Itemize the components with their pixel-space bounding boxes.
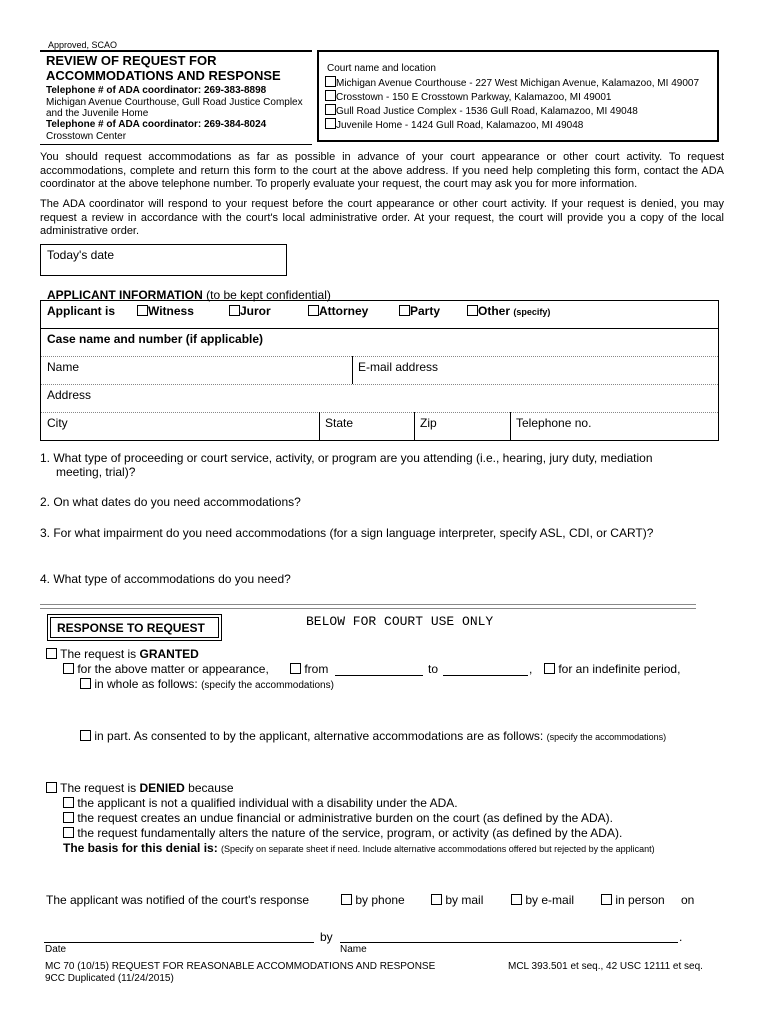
ada-phone-1: Telephone # of ADA coordinator: 269-383-8898 [46, 85, 267, 96]
from-date-line[interactable] [335, 675, 423, 676]
checkbox-icon[interactable] [63, 812, 74, 823]
applicant-witness-option[interactable]: Witness [137, 304, 194, 318]
court-location-box [317, 50, 719, 142]
to-label: to [428, 662, 439, 676]
checkbox-icon[interactable] [46, 782, 57, 793]
court-option-juvenile-home[interactable]: Juvenile Home - 1424 Gull Road, Kalamazoo, MI 49048 [325, 118, 583, 131]
todays-date-label: Today's date [47, 248, 115, 262]
question-1-line1: 1. What type of proceeding or court service, activity, or program are you attending (i.e., hearing, jury duty, mediation [40, 451, 653, 465]
checkbox-icon[interactable] [431, 894, 442, 905]
court-use-only-label: BELOW FOR COURT USE ONLY [306, 614, 494, 629]
notifier-name-line[interactable] [340, 942, 678, 943]
checkbox-icon[interactable] [63, 663, 74, 674]
form-title-line1: REVIEW OF REQUEST FOR [46, 53, 217, 68]
denied-reason-not-qualified[interactable]: the applicant is not a qualified individual with a disability under the ADA. [63, 796, 458, 810]
granted-in-part-option[interactable]: in part. As consented to by the applicant, alternative accommodations are as follows: (specify the accommodations) [80, 729, 666, 743]
intro-paragraph-2: The ADA coordinator will respond to your request before the court appearance or other court activity. If your request is denied, you may request a review in accordance with the court's local administrative order. At your request, the court will provide you a copy of the local administrative order. [40, 198, 724, 237]
checkbox-icon[interactable] [325, 90, 336, 101]
checkbox-icon[interactable] [229, 305, 240, 316]
name-caption: Name [340, 944, 367, 955]
name-label: Name [47, 360, 80, 374]
question-3: 3. For what impairment do you need accommodations (for a sign language interpreter, specify ASL, CDI, or CART)? [40, 526, 654, 540]
notified-in-person-option[interactable]: in person [601, 893, 665, 907]
granted-in-whole-option[interactable]: in whole as follows: (specify the accommodations) [80, 677, 334, 691]
period-mark: . [679, 930, 683, 944]
telephone-label: Telephone no. [516, 416, 592, 430]
intro-paragraph-1: You should request accommodations as far as possible in advance of your court appearance or other court activity. To request accommodations, complete and return this form to the court at the above address. If you need help completing this form, contact the ADA coordinator at the above telephone number. To properly evaluate your request, the court may ask you for more information. [40, 151, 724, 190]
granted-for-above-option[interactable]: for the above matter or appearance, [63, 662, 269, 676]
denied-option[interactable]: The request is DENIED because [46, 781, 234, 795]
notified-on-label: on [681, 893, 695, 907]
checkbox-icon[interactable] [80, 678, 91, 689]
checkbox-icon[interactable] [325, 76, 336, 87]
checkbox-icon[interactable] [325, 104, 336, 115]
court-use-divider [40, 604, 696, 609]
applicant-heading: APPLICANT INFORMATION (to be kept confidential) [47, 288, 331, 302]
checkbox-icon[interactable] [341, 894, 352, 905]
court-location-label: Court name and location [327, 63, 436, 74]
form-title-line2: ACCOMMODATIONS AND RESPONSE [46, 68, 281, 83]
court-option-gull-road[interactable]: Gull Road Justice Complex - 1536 Gull Road, Kalamazoo, MI 49048 [325, 104, 638, 117]
response-to-request-box [47, 614, 222, 641]
checkbox-icon[interactable] [46, 648, 57, 659]
form-title-block [40, 50, 312, 145]
notified-by-phone-option[interactable]: by phone [341, 893, 405, 907]
checkbox-icon[interactable] [467, 305, 478, 316]
todays-date-field[interactable] [40, 244, 287, 276]
notified-label: The applicant was notified of the court's response [46, 893, 310, 907]
ada-location-1a: Michigan Avenue Courthouse, Gull Road Justice Complex [46, 97, 303, 108]
applicant-other-option[interactable]: Other (specify) [467, 304, 550, 318]
legal-citation: MCL 393.501 et seq., 42 USC 12111 et seq. [508, 961, 703, 972]
checkbox-icon[interactable] [137, 305, 148, 316]
case-name-label: Case name and number (if applicable) [47, 332, 264, 346]
comma-separator: , [529, 662, 533, 676]
zip-label: Zip [420, 416, 437, 430]
ada-location-1b: and the Juvenile Home [46, 108, 149, 119]
court-option-crosstown[interactable]: Crosstown - 150 E Crosstown Parkway, Kalamazoo, MI 49001 [325, 90, 612, 103]
to-date-line[interactable] [443, 675, 528, 676]
question-4: 4. What type of accommodations do you need? [40, 572, 291, 586]
approved-label: Approved, SCAO [48, 40, 118, 50]
by-label: by [320, 930, 333, 944]
checkbox-icon[interactable] [544, 663, 555, 674]
duplicated-date: 9CC Duplicated (11/24/2015) [45, 973, 174, 984]
checkbox-icon[interactable] [399, 305, 410, 316]
date-caption: Date [45, 944, 67, 955]
email-label: E-mail address [358, 360, 439, 374]
checkbox-icon[interactable] [325, 118, 336, 129]
question-1-line2: meeting, trial)? [56, 465, 136, 479]
granted-from-option[interactable]: from [290, 662, 328, 676]
denied-reason-alters-nature[interactable]: the request fundamentally alters the nature of the service, program, or activity (as defined by the ADA). [63, 826, 622, 840]
checkbox-icon[interactable] [290, 663, 301, 674]
question-2: 2. On what dates do you need accommodations? [40, 495, 301, 509]
checkbox-icon[interactable] [63, 827, 74, 838]
ada-location-2: Crosstown Center [46, 131, 127, 142]
city-label: City [47, 416, 68, 430]
checkbox-icon[interactable] [601, 894, 612, 905]
ada-phone-2: Telephone # of ADA coordinator: 269-384-8024 [46, 119, 267, 130]
notified-by-email-option[interactable]: by e-mail [511, 893, 574, 907]
applicant-juror-option[interactable]: Juror [229, 304, 271, 318]
applicant-party-option[interactable]: Party [399, 304, 440, 318]
checkbox-icon[interactable] [511, 894, 522, 905]
granted-indefinite-option[interactable]: for an indefinite period, [544, 662, 680, 676]
denied-reason-undue-burden[interactable]: the request creates an undue financial or administrative burden on the court (as defined by the ADA). [63, 811, 613, 825]
notified-by-mail-option[interactable]: by mail [431, 893, 483, 907]
applicant-info-table [40, 300, 719, 441]
checkbox-icon[interactable] [80, 730, 91, 741]
address-label: Address [47, 388, 92, 402]
applicant-attorney-option[interactable]: Attorney [308, 304, 368, 318]
response-to-request-label: RESPONSE TO REQUEST [57, 621, 205, 635]
applicant-is-label: Applicant is [47, 304, 116, 318]
form-id: MC 70 (10/15) REQUEST FOR REASONABLE ACCOMMODATIONS AND RESPONSE [45, 961, 436, 972]
court-option-michigan-ave[interactable]: Michigan Avenue Courthouse - 227 West Michigan Avenue, Kalamazoo, MI 49007 [325, 76, 699, 89]
granted-option[interactable]: The request is GRANTED [46, 647, 199, 661]
notification-date-line[interactable] [44, 942, 314, 943]
state-label: State [325, 416, 354, 430]
checkbox-icon[interactable] [308, 305, 319, 316]
denial-basis-label: The basis for this denial is: (Specify on separate sheet if need. Include alternative accommodations offered but rejected by the applicant) [63, 841, 655, 855]
checkbox-icon[interactable] [63, 797, 74, 808]
